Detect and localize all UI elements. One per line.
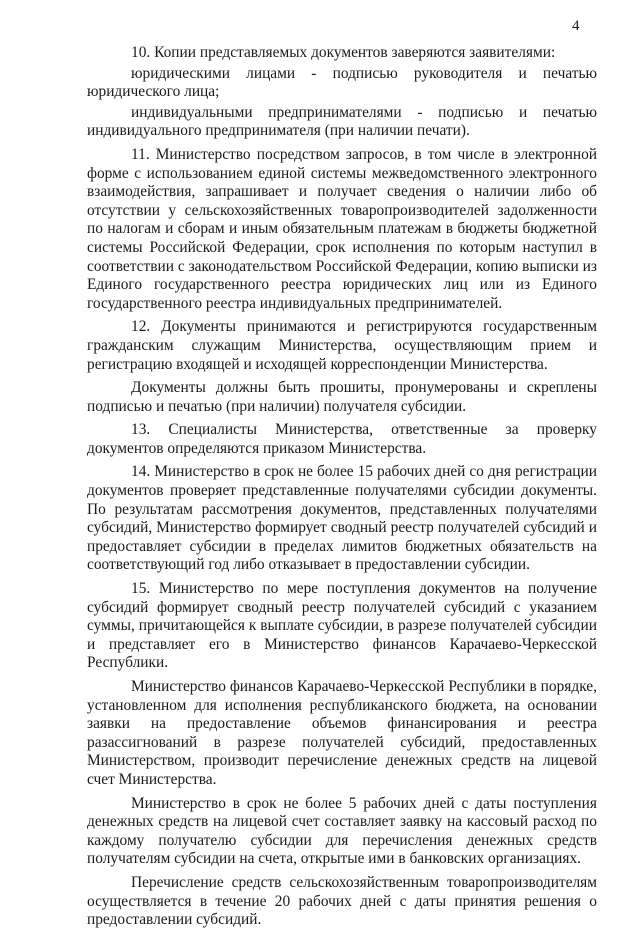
paragraph-12: 12. Документы принимаются и регистрируются государственным гражданским служащим Министерства, осуществляющим прием и регистрацию входящей и исходящей корреспонденции Министерства. xyxy=(87,318,597,373)
paragraph-15-transfer: Перечисление средств сельскохозяйственным товаропроизводителям осуществляется в течение 20 рабочих дней с даты принятия решения о предоставлении субсидий. xyxy=(87,873,597,929)
paragraph-12-binding: Документы должны быть прошиты, пронумерованы и скреплены подписью и печатью (при наличии) получателя субсидии. xyxy=(87,379,597,415)
paragraph-10: 10. Копии представляемых документов заверяются заявителями: xyxy=(131,44,556,61)
page-number: 4 xyxy=(572,18,580,34)
paragraph-15-finance-ministry: Министерство финансов Карачаево-Черкесской Республики в порядке, установленном для исполнения республиканского бюджета, на основании заявки на предоставление объемов финансирования и реестра разассигнований в разрезе получателей субсидий, предоставленных Министерством, производит перечисление денежных средств на лицевой счет Министерства. xyxy=(87,678,597,788)
paragraph-14: 14. Министерство в срок не более 15 рабочих дней со дня регистрации документов проверяет представленные получателями субсидии документы. По результатам рассмотрения документов, представленных получателями субсидий, Министерство формирует сводный реестр получателей субсидий и предоставляет субсидии в пределах лимитов бюджетных обязательств на соответствующий год либо отказывает в предоставлении субсидии. xyxy=(87,463,597,574)
paragraph-15-cash-request: Министерство в срок не более 5 рабочих дней с даты поступления денежных средств на лицевой счет составляет заявку на кассовый расход по каждому получателю субсидии для перечисления денежных средств получателям субсидии на счета, открытые ими в банковских организациях. xyxy=(87,794,597,868)
paragraph-15: 15. Министерство по мере поступления документов на получение субсидий формирует сводный реестр получателей субсидий с указанием суммы, причитающейся к выплате субсидии, в разрезе получателей субсидии и представляет его в Министерство финансов Карачаево-Черкесской Республики. xyxy=(87,580,597,672)
paragraph-10-legal-entities: юридическими лицами - подписью руководителя и печатью юридического лица; xyxy=(87,64,597,101)
paragraph-13: 13. Специалисты Министерства, ответственные за проверку документов определяются приказом Министерства. xyxy=(87,421,597,457)
document-body xyxy=(87,44,597,935)
paragraph-11: 11. Министерство посредством запросов, в том числе в электронной форме с использованием единой системы межведомственного электронного взаимодействия, запрашивает и получает сведения о наличии либо об отсутствии у сельскохозяйственных товаропроизводителей задолженности по налогам и сборам и иным обязательным платежам в бюджеты бюджетной системы Российской Федерации, срок исполнения по которым наступил в соответствии с законодательством Российской Федерации, копию выписки из Единого государственного реестра юридических лиц или из Единого государственного реестра индивидуальных предпринимателей. xyxy=(87,145,597,312)
paragraph-10-entrepreneurs: индивидуальными предпринимателями - подписью и печатью индивидуального предпринимателя (при наличии печати). xyxy=(87,103,597,140)
